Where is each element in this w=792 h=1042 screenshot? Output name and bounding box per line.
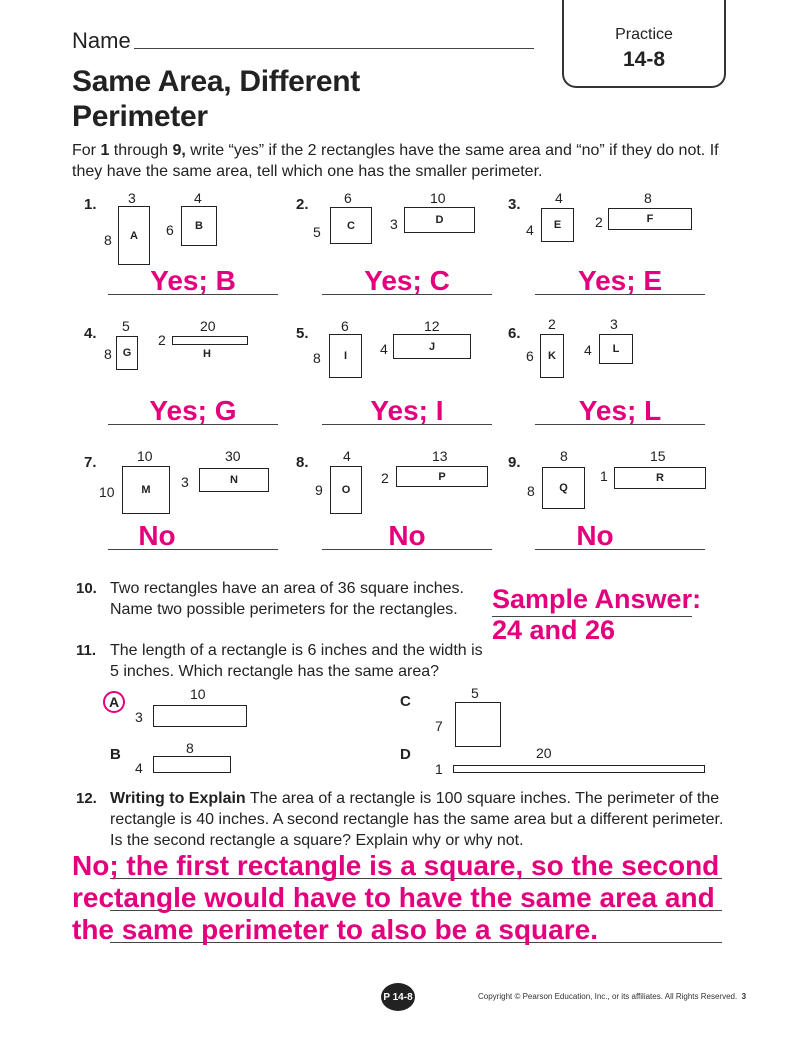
option-a-selected[interactable]: A [103, 691, 125, 713]
q10-line-2: Name two possible perimeters for the rectangles. [110, 601, 458, 618]
dim-width: 3 [128, 190, 136, 206]
dim-width: 4 [555, 190, 563, 206]
problem-number: 3. [508, 196, 521, 213]
rectangle-m: M [122, 466, 170, 514]
dim-height: 4 [584, 342, 592, 358]
dim-width: 30 [225, 448, 241, 464]
dim-height: 1 [600, 468, 608, 484]
dim-height: 8 [313, 350, 321, 366]
dim-height: 4 [526, 222, 534, 238]
dim-width: 20 [536, 745, 552, 761]
question-number: 10. [76, 580, 97, 597]
dim-height: 8 [104, 346, 112, 362]
dim-width: 8 [560, 448, 568, 464]
q12-text: The area of a rectangle is 100 square inches. The perimeter of the rectangle is 40 inches. A second rectangle has the same area but a different perimeter. Is the second rectangle a square? Explain why or why not. [110, 790, 724, 849]
problem-number: 1. [84, 196, 97, 213]
dim-height: 2 [381, 470, 389, 486]
q10-line-1: Two rectangles have an area of 36 square inches. [110, 580, 464, 597]
practice-number: 14-8 [622, 48, 666, 71]
dim-width: 6 [344, 190, 352, 206]
answer-line [535, 549, 705, 550]
q10-answer-line-2: 24 and 26 [492, 615, 616, 645]
rectangle-a: A [118, 206, 150, 265]
instr-bold-1: 1 [100, 142, 110, 159]
answer-line [535, 424, 705, 425]
dim-height: 2 [595, 214, 603, 230]
answer-text: Yes; G [149, 395, 237, 426]
rectangle-h-bar [172, 336, 248, 345]
dim-width: 4 [194, 190, 202, 206]
dim-width: 10 [190, 686, 206, 702]
name-label: Name [72, 28, 131, 53]
dim-width: 10 [430, 190, 446, 206]
option-a-rectangle [153, 705, 247, 727]
problem-number: 8. [296, 454, 309, 471]
copyright-text: Copyright © Pearson Education, Inc., or its affiliates. All Rights Reserved. [478, 992, 738, 1001]
option-b-rectangle [153, 756, 231, 773]
question-number: 12. [76, 790, 97, 807]
answer-line [492, 616, 692, 617]
option-c-rectangle [455, 702, 501, 747]
rectangle-q: Q [542, 467, 585, 509]
dim-width: 6 [341, 318, 349, 334]
page-number: 3 [741, 992, 747, 1001]
problem-number: 7. [84, 454, 97, 471]
dim-height: 3 [135, 709, 143, 725]
dim-width: 5 [471, 685, 479, 701]
rectangle-n: N [199, 468, 269, 492]
answer-line [322, 549, 492, 550]
answer-text: Yes; I [370, 395, 444, 426]
dim-height: 1 [435, 761, 443, 777]
answer-line [108, 549, 278, 550]
answer-text: No [388, 520, 426, 551]
problem-number: 4. [84, 325, 97, 342]
question-number: 11. [76, 642, 97, 659]
dim-width: 8 [644, 190, 652, 206]
dim-height: 6 [526, 348, 534, 364]
dim-width: 10 [137, 448, 153, 464]
practice-label: Practice [615, 26, 673, 43]
option-c-label[interactable]: C [400, 693, 411, 710]
dim-height: 10 [99, 484, 115, 500]
page-title [72, 64, 492, 134]
dim-height: 6 [166, 222, 174, 238]
rectangle-i: I [329, 334, 362, 378]
dim-height: 4 [380, 341, 388, 357]
rectangle-g: G [116, 336, 138, 370]
dim-width: 13 [432, 448, 448, 464]
instructions [72, 140, 732, 182]
instr-bold-2: 9, [172, 142, 186, 159]
rectangle-r: R [614, 467, 706, 489]
q11-line-1: The length of a rectangle is 6 inches and the width is [110, 642, 483, 659]
q12-prompt [110, 788, 730, 851]
rectangle-o: O [330, 466, 362, 514]
dim-height: 7 [435, 718, 443, 734]
dim-width: 8 [186, 740, 194, 756]
q10-answer-line-1: Sample Answer: [492, 584, 702, 614]
answer-line [108, 424, 278, 425]
rectangle-h-label: H [203, 348, 211, 360]
dim-width: 5 [122, 318, 130, 334]
rectangle-b: B [181, 206, 217, 246]
copyright [478, 992, 746, 1001]
dim-height: 8 [527, 483, 535, 499]
answer-line [322, 294, 492, 295]
rectangle-d: D [404, 207, 475, 233]
dim-height: 2 [158, 332, 166, 348]
name-field[interactable] [134, 48, 534, 49]
title-line-2: Perimeter [72, 100, 208, 133]
answer-line [108, 294, 278, 295]
dim-width: 12 [424, 318, 440, 334]
dim-width: 4 [343, 448, 351, 464]
problem-number: 2. [296, 196, 309, 213]
problem-number: 9. [508, 454, 521, 471]
q12-answer: No; the first rectangle is a square, so the second rectangle would have to have the same area and the same perimeter to also be a square. [72, 850, 720, 945]
problem-number: 6. [508, 325, 521, 342]
dim-width: 20 [200, 318, 216, 334]
answer-text: Yes; L [578, 395, 662, 426]
rectangle-k: K [540, 334, 564, 378]
option-d-label[interactable]: D [400, 746, 411, 763]
answer-text: No [576, 520, 614, 551]
rectangle-j: J [393, 334, 471, 359]
instr-text-3: write “yes” if the 2 rectangles have the same area and “no” if they do not. If they have the same area, tell which one has the smaller perimeter. [72, 142, 719, 180]
dim-height: 4 [135, 760, 143, 776]
problem-number: 5. [296, 325, 309, 342]
rectangle-e: E [541, 208, 574, 242]
dim-width: 3 [610, 316, 618, 332]
q11-line-2: 5 inches. Which rectangle has the same area? [110, 663, 440, 680]
answer-text: Yes; B [150, 265, 236, 296]
answer-text: Yes; E [577, 265, 663, 296]
dim-height: 3 [181, 474, 189, 490]
q12-heading: Writing to Explain [110, 790, 246, 807]
dim-height: 8 [104, 232, 112, 248]
dim-width: 2 [548, 316, 556, 332]
rectangle-p: P [396, 466, 488, 487]
answer-text: No [138, 520, 176, 551]
rectangle-l: L [599, 334, 633, 364]
dim-height: 5 [313, 224, 321, 240]
instr-text-2: through [109, 142, 173, 159]
answer-line [535, 294, 705, 295]
answer-text: Yes; C [364, 265, 450, 296]
dim-height: 9 [315, 482, 323, 498]
dim-width: 15 [650, 448, 666, 464]
title-line-1: Same Area, Different [72, 65, 360, 98]
option-d-rectangle [453, 765, 705, 773]
rectangle-f: F [608, 208, 692, 230]
practice-badge [562, 0, 726, 88]
rectangle-c: C [330, 207, 372, 244]
q10-answer [492, 584, 701, 646]
page-badge: P 14-8 [381, 983, 415, 1011]
option-b-label[interactable]: B [110, 746, 121, 763]
instr-text-1: For [72, 142, 101, 159]
dim-height: 3 [390, 216, 398, 232]
answer-line [322, 424, 492, 425]
